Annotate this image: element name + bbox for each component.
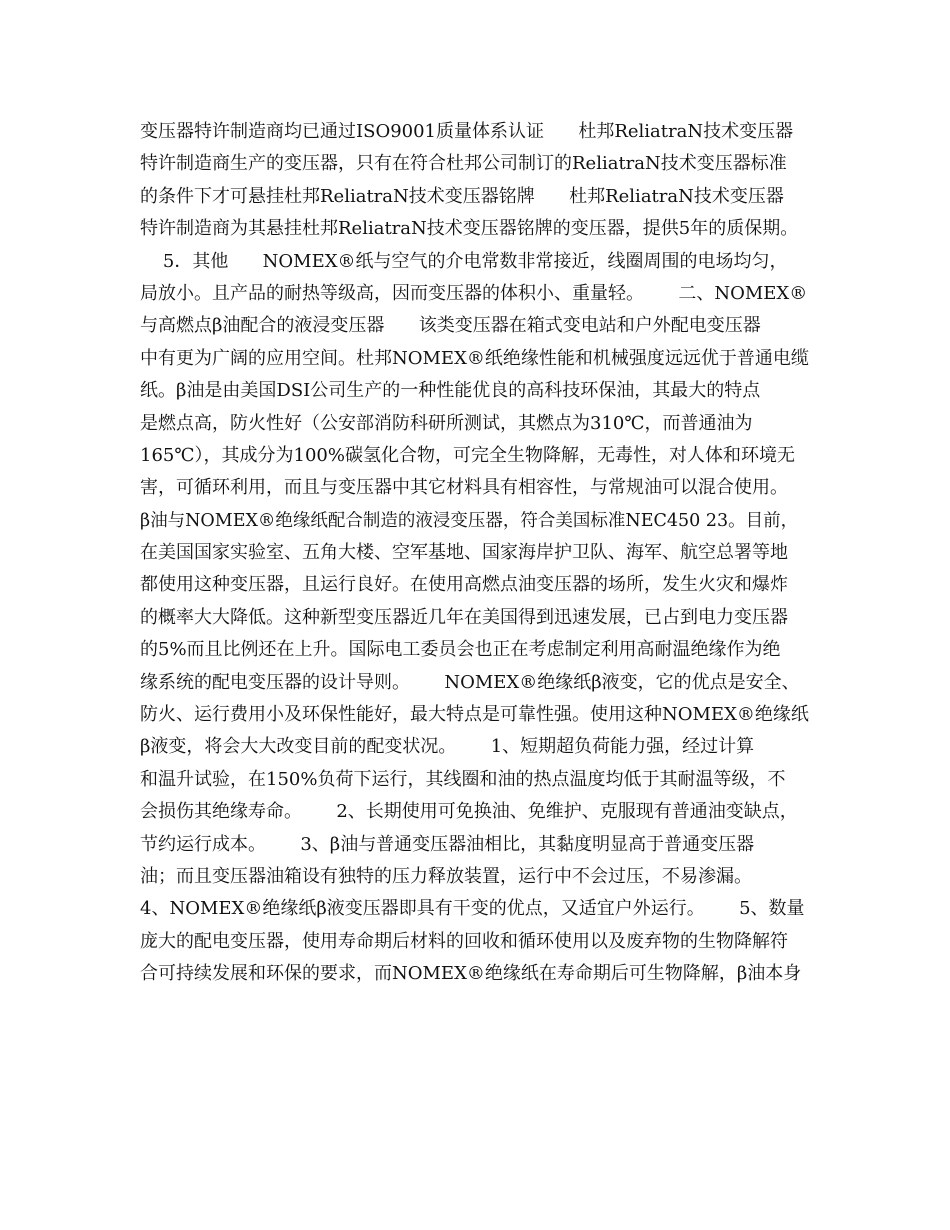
text-line: 4、NOMEX®绝缘纸β液变压器即具有干变的优点，又适宜户外运行。 5、数量: [140, 898, 805, 920]
text-line: 纸。β油是由美国DSI公司生产的一种性能优良的高科技环保油，其最大的特点: [140, 380, 761, 402]
text-line: 节约运行成本。 3、β油与普通变压器油相比，其黏度明显高于普通变压器: [140, 833, 755, 855]
body-text: [140, 116, 816, 991]
text-line: 害，可循环利用，而且与变压器中其它材料具有相容性，与常规油可以混合使用。: [140, 477, 788, 499]
text-line: 会损伤其绝缘寿命。 2、长期使用可免换油、免维护、克服现有普通油变缺点，: [140, 801, 798, 823]
text-line: 庞大的配电变压器，使用寿命期后材料的回收和循环使用以及废弃物的生物降解符: [140, 930, 788, 952]
text-line: 与高燃点β油配合的液浸变压器 该类变压器在箱式变电站和户外配电变压器: [140, 315, 761, 337]
text-line: 局放小。且产品的耐热等级高，因而变压器的体积小、重量轻。 二、NOMEX®: [140, 282, 808, 304]
text-line: 变压器特许制造商均已通过ISO9001质量体系认证 杜邦ReliatraN技术变压器: [140, 121, 794, 142]
text-line: 的5%而且比例还在上升。国际电工委员会也正在考虑制定利用高耐温绝缘作为绝: [140, 639, 781, 661]
text-line: β油与NOMEX®绝缘纸配合制造的液浸变压器，符合美国标准NEC450 23。目前，: [140, 510, 799, 531]
text-line: 的条件下才可悬挂杜邦ReliatraN技术变压器铭牌 杜邦ReliatraN技术变压器: [140, 185, 784, 207]
text-line: 都使用这种变压器，且运行良好。在使用高燃点油变压器的场所，发生火灾和爆炸: [140, 574, 788, 596]
text-line: 的概率大大降低。这种新型变压器近几年在美国得到迅速发展，已占到电力变压器: [140, 606, 788, 628]
text-line: 和温升试验，在150%负荷下运行，其线圈和油的热点温度均低于其耐温等级，不: [140, 768, 786, 790]
text-line: 是燃点高，防火性好（公安部消防科研所测试，其燃点为310℃，而普通油为: [140, 412, 753, 434]
text-line: β液变，将会大大改变目前的配变状况。 1、短期超负荷能力强，经过计算: [140, 736, 755, 758]
text-line: 在美国国家实验室、五角大楼、空军基地、国家海岸护卫队、海军、航空总署等地: [140, 542, 788, 564]
text-line: 特许制造商生产的变压器，只有在符合杜邦公司制订的ReliatraN技术变压器标准: [140, 153, 787, 175]
text-line: 油；而且变压器油箱设有独特的压力释放装置，运行中不会过压，不易渗漏。: [140, 865, 752, 887]
text-line: 特许制造商为其悬挂杜邦ReliatraN技术变压器铭牌的变压器，提供5年的质保期。: [140, 218, 799, 240]
text-line: 防火、运行费用小及环保性能好，最大特点是可靠性强。使用这种NOMEX®绝缘纸: [140, 704, 809, 726]
text-line: 5．其他 NOMEX®纸与空气的介电常数非常接近，线圈周围的电场均匀，: [140, 250, 788, 272]
text-line: 165℃），其成分为100%碳氢化合物，可完全生物降解，无毒性，对人体和环境无: [140, 444, 795, 466]
text-line: 中有更为广阔的应用空间。杜邦NOMEX®纸绝缘性能和机械强度远远优于普通电缆: [140, 347, 809, 369]
text-line: 合可持续发展和环保的要求，而NOMEX®绝缘纸在寿命期后可生物降解，β油本身: [140, 963, 802, 985]
text-line: 缘系统的配电变压器的设计导则。 NOMEX®绝缘纸β液变，它的优点是安全、: [140, 671, 800, 693]
